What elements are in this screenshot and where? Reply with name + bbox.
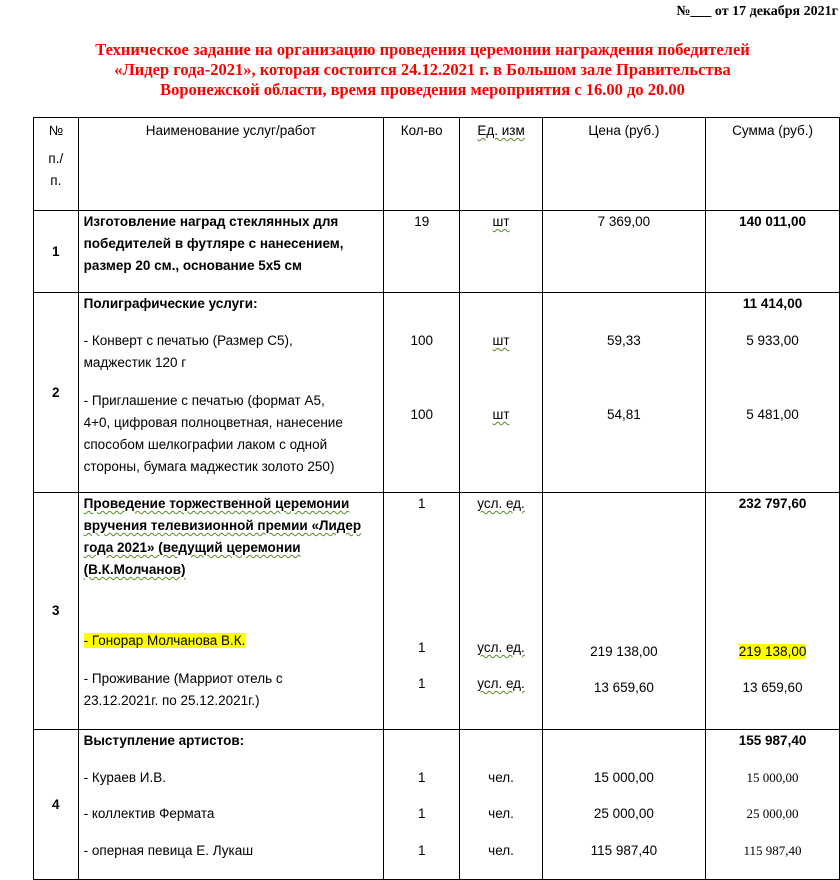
item-unit: шт [492,407,510,422]
row-name [78,730,383,880]
row-qty-value: 1 [417,496,426,511]
item-sum: 5 933,00 [746,333,799,348]
header-name: Наименование услуг/работ [78,118,383,211]
row-name [78,211,383,293]
artist-name: - коллектив Фермата [83,806,215,821]
table-header-row [34,118,840,211]
item-sum: 5 481,00 [746,407,799,422]
item-qty: 1 [417,806,426,821]
item-qty: 100 [410,407,433,422]
item-sum: 25 000,00 [746,806,799,821]
title-line: вручения телевизионной премии «Лидер [83,518,362,533]
row-item [84,390,343,478]
item-qty: 1 [417,843,426,858]
row-title [84,493,361,581]
title-line: Проведение торжественной церемонии [83,496,350,511]
row-sum [706,730,840,880]
item-name-highlighted: - Гонорар Молчанова В.К. [83,633,246,648]
header-qty: Кол-во [384,118,460,211]
row-sum: 140 011,00 [706,211,840,293]
title-line: года 2021» (ведущий церемонии [83,540,301,555]
table-row [34,730,840,880]
row-unit-text: усл. ед. [477,496,525,511]
row-item [84,330,293,374]
item-price: 115 987,40 [590,843,658,858]
row-unit-text: шт [492,214,510,229]
header-sum: Сумма (руб.) [706,118,840,211]
item-line: 23.12.2021г. по 25.12.2021г.) [83,693,260,708]
item-line: - Приглашение с печатью (формат А5, [83,393,325,408]
row-total: 155 987,40 [738,733,807,748]
item-qty: 100 [410,333,433,348]
document-title [60,40,785,100]
row-unit [460,730,542,880]
table-row [34,211,840,293]
row-item [84,668,283,712]
row-total: 232 797,60 [738,496,807,511]
row-name [78,493,383,730]
item-line: маджестик 120 г [83,355,187,370]
row-name [78,293,383,493]
item-unit: чел. [488,806,514,821]
item-sum: 15 000,00 [746,770,799,785]
title-line: «Лидер года-2021», которая состоится 24.12.2021 г. в Большом зале Правительства [114,60,731,79]
row-price [542,293,705,493]
title-line: Техническое задание на организацию проведения церемонии награждения победителей [95,40,750,59]
header-num-line: № [48,123,64,138]
row-number: 1 [34,211,79,293]
header-unit-text: Ед. изм [477,123,525,138]
item-line: - Конверт с печатью (Размер С5), [83,333,293,348]
item-price: 25 000,00 [593,806,654,821]
row-qty [384,493,460,730]
item-qty: 1 [417,676,426,691]
item-line: стороны, бумага маджестик золото 250) [83,459,335,474]
item-price: 13 659,60 [593,680,654,695]
row-name-line: Изготовление наград стеклянных для [83,214,339,229]
item-unit: усл. ед. [477,676,525,691]
header-num-line: п./ [48,151,64,166]
table-row [34,293,840,493]
row-sum [706,493,840,730]
item-price: 59,33 [606,333,641,348]
title-line: (В.К.Молчанов) [83,562,186,577]
item-unit: шт [492,333,510,348]
row-total: 11 414,00 [742,296,803,311]
item-sum: 13 659,60 [742,680,803,695]
item-sum-highlighted: 219 138,00 [738,644,807,659]
item-sum: 115 987,40 [743,843,802,858]
item-price: 219 138,00 [590,644,658,659]
item-qty: 1 [417,770,426,785]
row-price [542,493,705,730]
row-name-line: размер 20 см., основание 5х5 см [83,258,303,273]
row-unit [460,211,542,293]
row-qty: 19 [384,211,460,293]
item-unit: усл. ед. [477,640,525,655]
item-line: 4+0, цифровая полноцветная, нанесение [83,415,343,430]
item-qty: 1 [417,640,426,655]
artist-name: - оперная певица Е. Лукаш [83,843,254,858]
row-qty [384,730,460,880]
row-qty [384,293,460,493]
item-price: 15 000,00 [593,770,654,785]
row-unit [460,493,542,730]
row-sum [706,293,840,493]
item-unit: чел. [488,843,514,858]
artist-name: - Кураев И.В. [83,770,166,785]
item-price: 54,81 [606,407,641,422]
item-unit: чел. [488,770,514,785]
row-title: Выступление артистов: [83,733,245,748]
row-unit [460,293,542,493]
table-row [34,493,840,730]
header-price: Цена (руб.) [542,118,705,211]
row-name-line: победителей в футляре с нанесением, [83,236,344,251]
row-price: 7 369,00 [542,211,705,293]
header-unit [460,118,542,211]
row-number: 2 [34,293,79,493]
header-num-line: п. [50,173,62,188]
row-price [542,730,705,880]
title-line: Воронежской области, время проведения мероприятия с 16.00 до 20.00 [160,80,685,99]
item-line: - Проживание (Марриот отель с [83,671,283,686]
document-number: №___ от 17 декабря 2021г [676,4,838,19]
services-table [33,117,840,880]
row-title: Полиграфические услуги: [83,296,258,311]
header-num [34,118,79,211]
row-number: 4 [34,730,79,880]
item-line: способом шелкографии лаком с одной [83,437,328,452]
row-number: 3 [34,493,79,730]
